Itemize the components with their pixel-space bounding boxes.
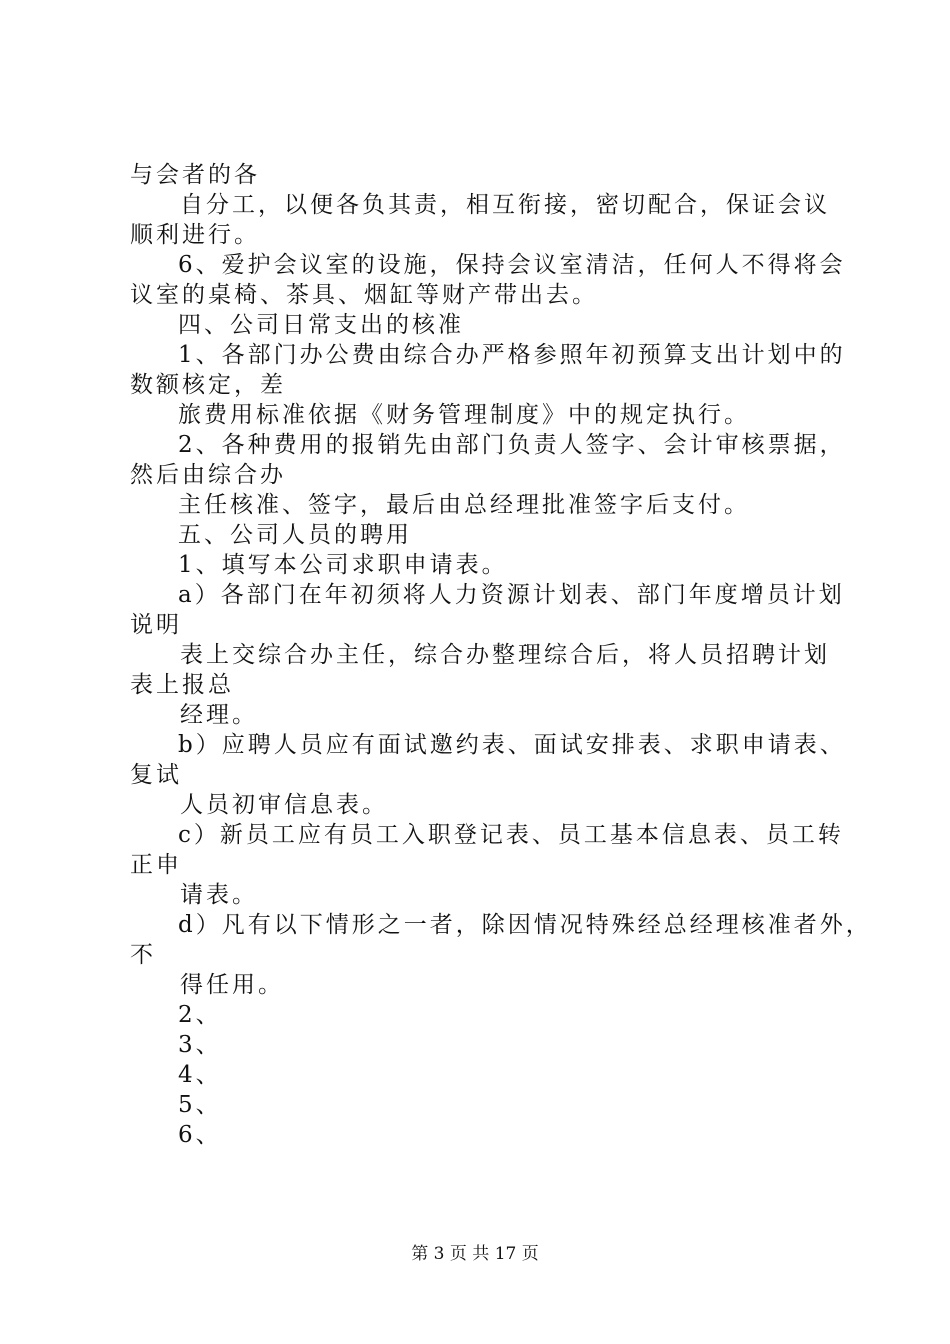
text-line: 与会者的各 xyxy=(130,162,260,188)
text-line: 不 xyxy=(130,942,156,968)
list-item: 6、 xyxy=(178,1122,222,1148)
text-line: b）应聘人员应有面试邀约表、面试安排表、求职申请表、 xyxy=(178,732,846,758)
text-line: 经理。 xyxy=(180,702,258,728)
text-line: 1、填写本公司求职申请表。 xyxy=(178,552,508,578)
text-line: 说明 xyxy=(130,612,182,638)
list-item: 3、 xyxy=(178,1032,222,1058)
text-line: 然后由综合办 xyxy=(130,462,286,488)
text-line: 数额核定，差 xyxy=(130,372,286,398)
text-line: 议室的桌椅、茶具、烟缸等财产带出去。 xyxy=(130,282,598,308)
list-item: 5、 xyxy=(178,1092,222,1118)
text-line: 表上报总 xyxy=(130,672,234,698)
text-line: 主任核准、签字，最后由总经理批准签字后支付。 xyxy=(178,492,750,518)
text-line: 6、爱护会议室的设施，保持会议室清洁，任何人不得将会 xyxy=(178,252,846,278)
document-body xyxy=(130,160,872,1150)
text-line: 请表。 xyxy=(180,882,258,908)
text-line: 人员初审信息表。 xyxy=(180,792,388,818)
text-line: a）各部门在年初须将人力资源计划表、部门年度增员计划 xyxy=(178,582,845,608)
section-heading: 五、公司人员的聘用 xyxy=(178,522,412,548)
text-line: 正申 xyxy=(130,852,182,878)
text-line: 复试 xyxy=(130,762,182,788)
text-line: 1、各部门办公费由综合办严格参照年初预算支出计划中的 xyxy=(178,342,846,368)
list-item: 2、 xyxy=(178,1002,222,1028)
text-line: 旅费用标准依据《财务管理制度》中的规定执行。 xyxy=(178,402,750,428)
section-heading: 四、公司日常支出的核准 xyxy=(178,312,464,338)
text-line: c）新员工应有员工入职登记表、员工基本信息表、员工转 xyxy=(178,822,844,848)
text-line: 表上交综合办主任，综合办整理综合后，将人员招聘计划 xyxy=(180,642,830,668)
list-item: 4、 xyxy=(178,1062,222,1088)
text-line: 顺利进行。 xyxy=(130,222,260,248)
text-line: 2、各种费用的报销先由部门负责人签字、会计审核票据， xyxy=(178,432,846,458)
text-line: d）凡有以下情形之一者，除因情况特殊经总经理核准者外， xyxy=(178,912,872,938)
text-line: 自分工，以便各负其责，相互衔接，密切配合，保证会议 xyxy=(180,192,830,218)
text-line: 得任用。 xyxy=(180,972,284,998)
page-footer: 第 3 页 共 17 页 xyxy=(411,1244,539,1264)
